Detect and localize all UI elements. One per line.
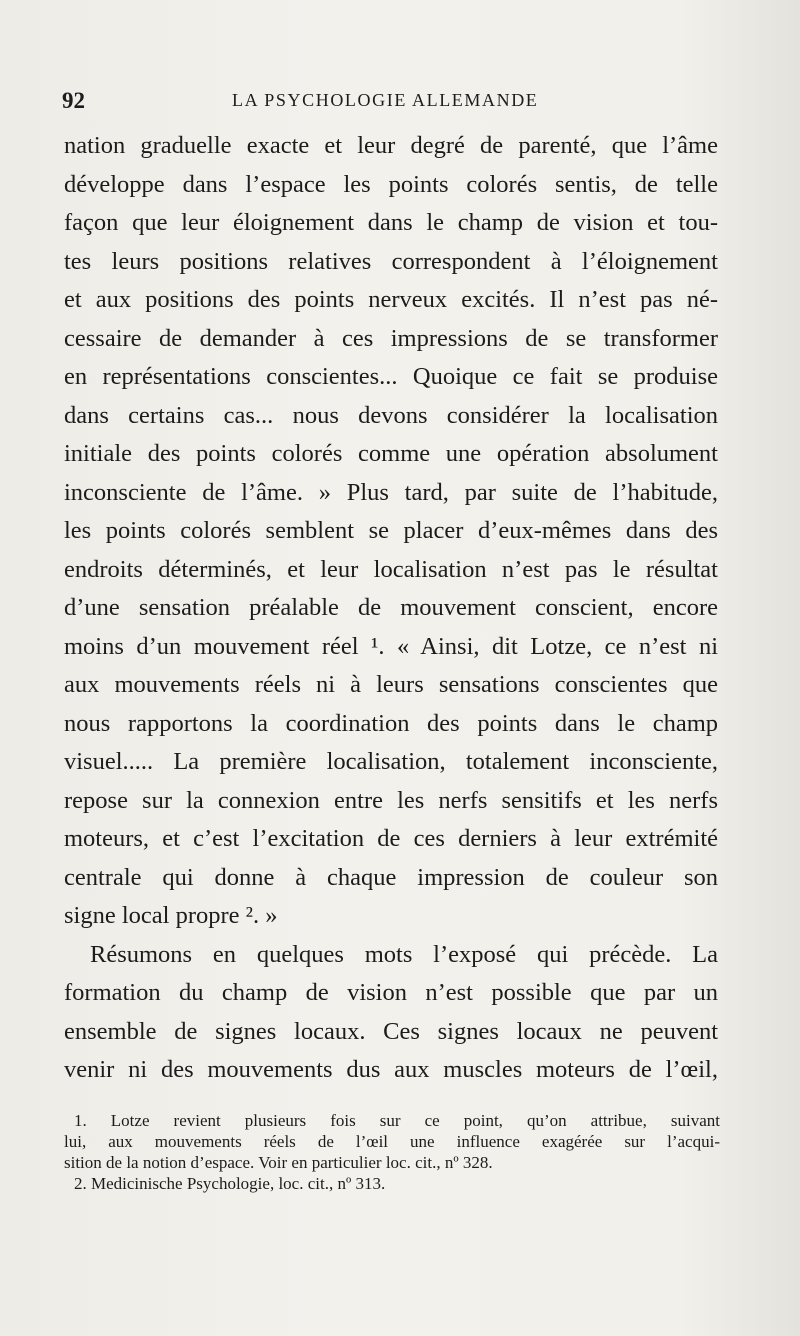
text-line: moins d’un mouvement réel ¹. « Ainsi, dit Lotze, ce n’est ni <box>64 632 718 660</box>
text-line: visuel..... La première localisation, totalement inconsciente, <box>64 748 718 775</box>
page-header <box>62 88 720 118</box>
text-line: initiale des points colorés comme une opération absolument <box>64 440 718 467</box>
text-line: développe dans l’espace les points colorés sentis, de telle <box>64 170 718 198</box>
footnote-2: 2. Medicinische Psychologie, loc. cit., nº 313. <box>74 1174 386 1193</box>
text-line: endroits déterminés, et leur localisation n’est pas le résultat <box>64 555 718 583</box>
text-line: les points colorés semblent se placer d’eux-mêmes dans des <box>64 517 718 544</box>
footnote-1-line: sition de la notion d’espace. Voir en particulier loc. cit., nº 328. <box>64 1153 493 1172</box>
running-title: LA PSYCHOLOGIE ALLEMANDE <box>232 90 539 110</box>
text-line: cessaire de demander à ces impressions de se transformer <box>64 324 718 352</box>
text-line: tes leurs positions relatives correspondent à l’éloignement <box>64 247 718 275</box>
text-line: dans certains cas... nous devons considérer la localisation <box>64 401 718 429</box>
paragraph-start-line: Résumons en quelques mots l’exposé qui précède. La <box>90 940 718 968</box>
text-line: ensemble de signes locaux. Ces signes locaux ne peuvent <box>64 1017 718 1045</box>
footnote-1-line: lui, aux mouvements réels de l’œil une influence exagérée sur l’acqui- <box>64 1132 720 1151</box>
footnote-1-line: 1. Lotze revient plusieurs fois sur ce point, qu’on attribue, suivant <box>74 1111 720 1130</box>
footnotes <box>64 1110 720 1194</box>
page-number: 92 <box>62 88 85 113</box>
text-line: nation graduelle exacte et leur degré de parenté, que l’âme <box>64 132 718 159</box>
text-line: inconsciente de l’âme. » Plus tard, par suite de l’habitude, <box>64 478 718 506</box>
text-line: repose sur la connexion entre les nerfs sensitifs et les nerfs <box>64 786 718 814</box>
text-line: signe local propre ². » <box>64 902 278 929</box>
text-line: centrale qui donne à chaque impression de couleur son <box>64 863 718 891</box>
text-line: formation du champ de vision n’est possible que par un <box>64 979 718 1006</box>
body-text <box>64 127 718 1090</box>
text-line: nous rapportons la coordination des points dans le champ <box>64 709 718 737</box>
text-line: aux mouvements réels ni à leurs sensations conscientes que <box>64 671 718 698</box>
text-line: moteurs, et c’est l’excitation de ces derniers à leur extrémité <box>64 825 718 852</box>
text-line: d’une sensation préalable de mouvement conscient, encore <box>64 594 718 621</box>
text-line: et aux positions des points nerveux excités. Il n’est pas né- <box>64 286 718 313</box>
text-line: venir ni des mouvements dus aux muscles moteurs de l’œil, <box>64 1056 718 1083</box>
text-line: façon que leur éloignement dans le champ de vision et tou- <box>64 209 718 236</box>
text-line: en représentations conscientes... Quoique ce fait se produise <box>64 363 718 390</box>
